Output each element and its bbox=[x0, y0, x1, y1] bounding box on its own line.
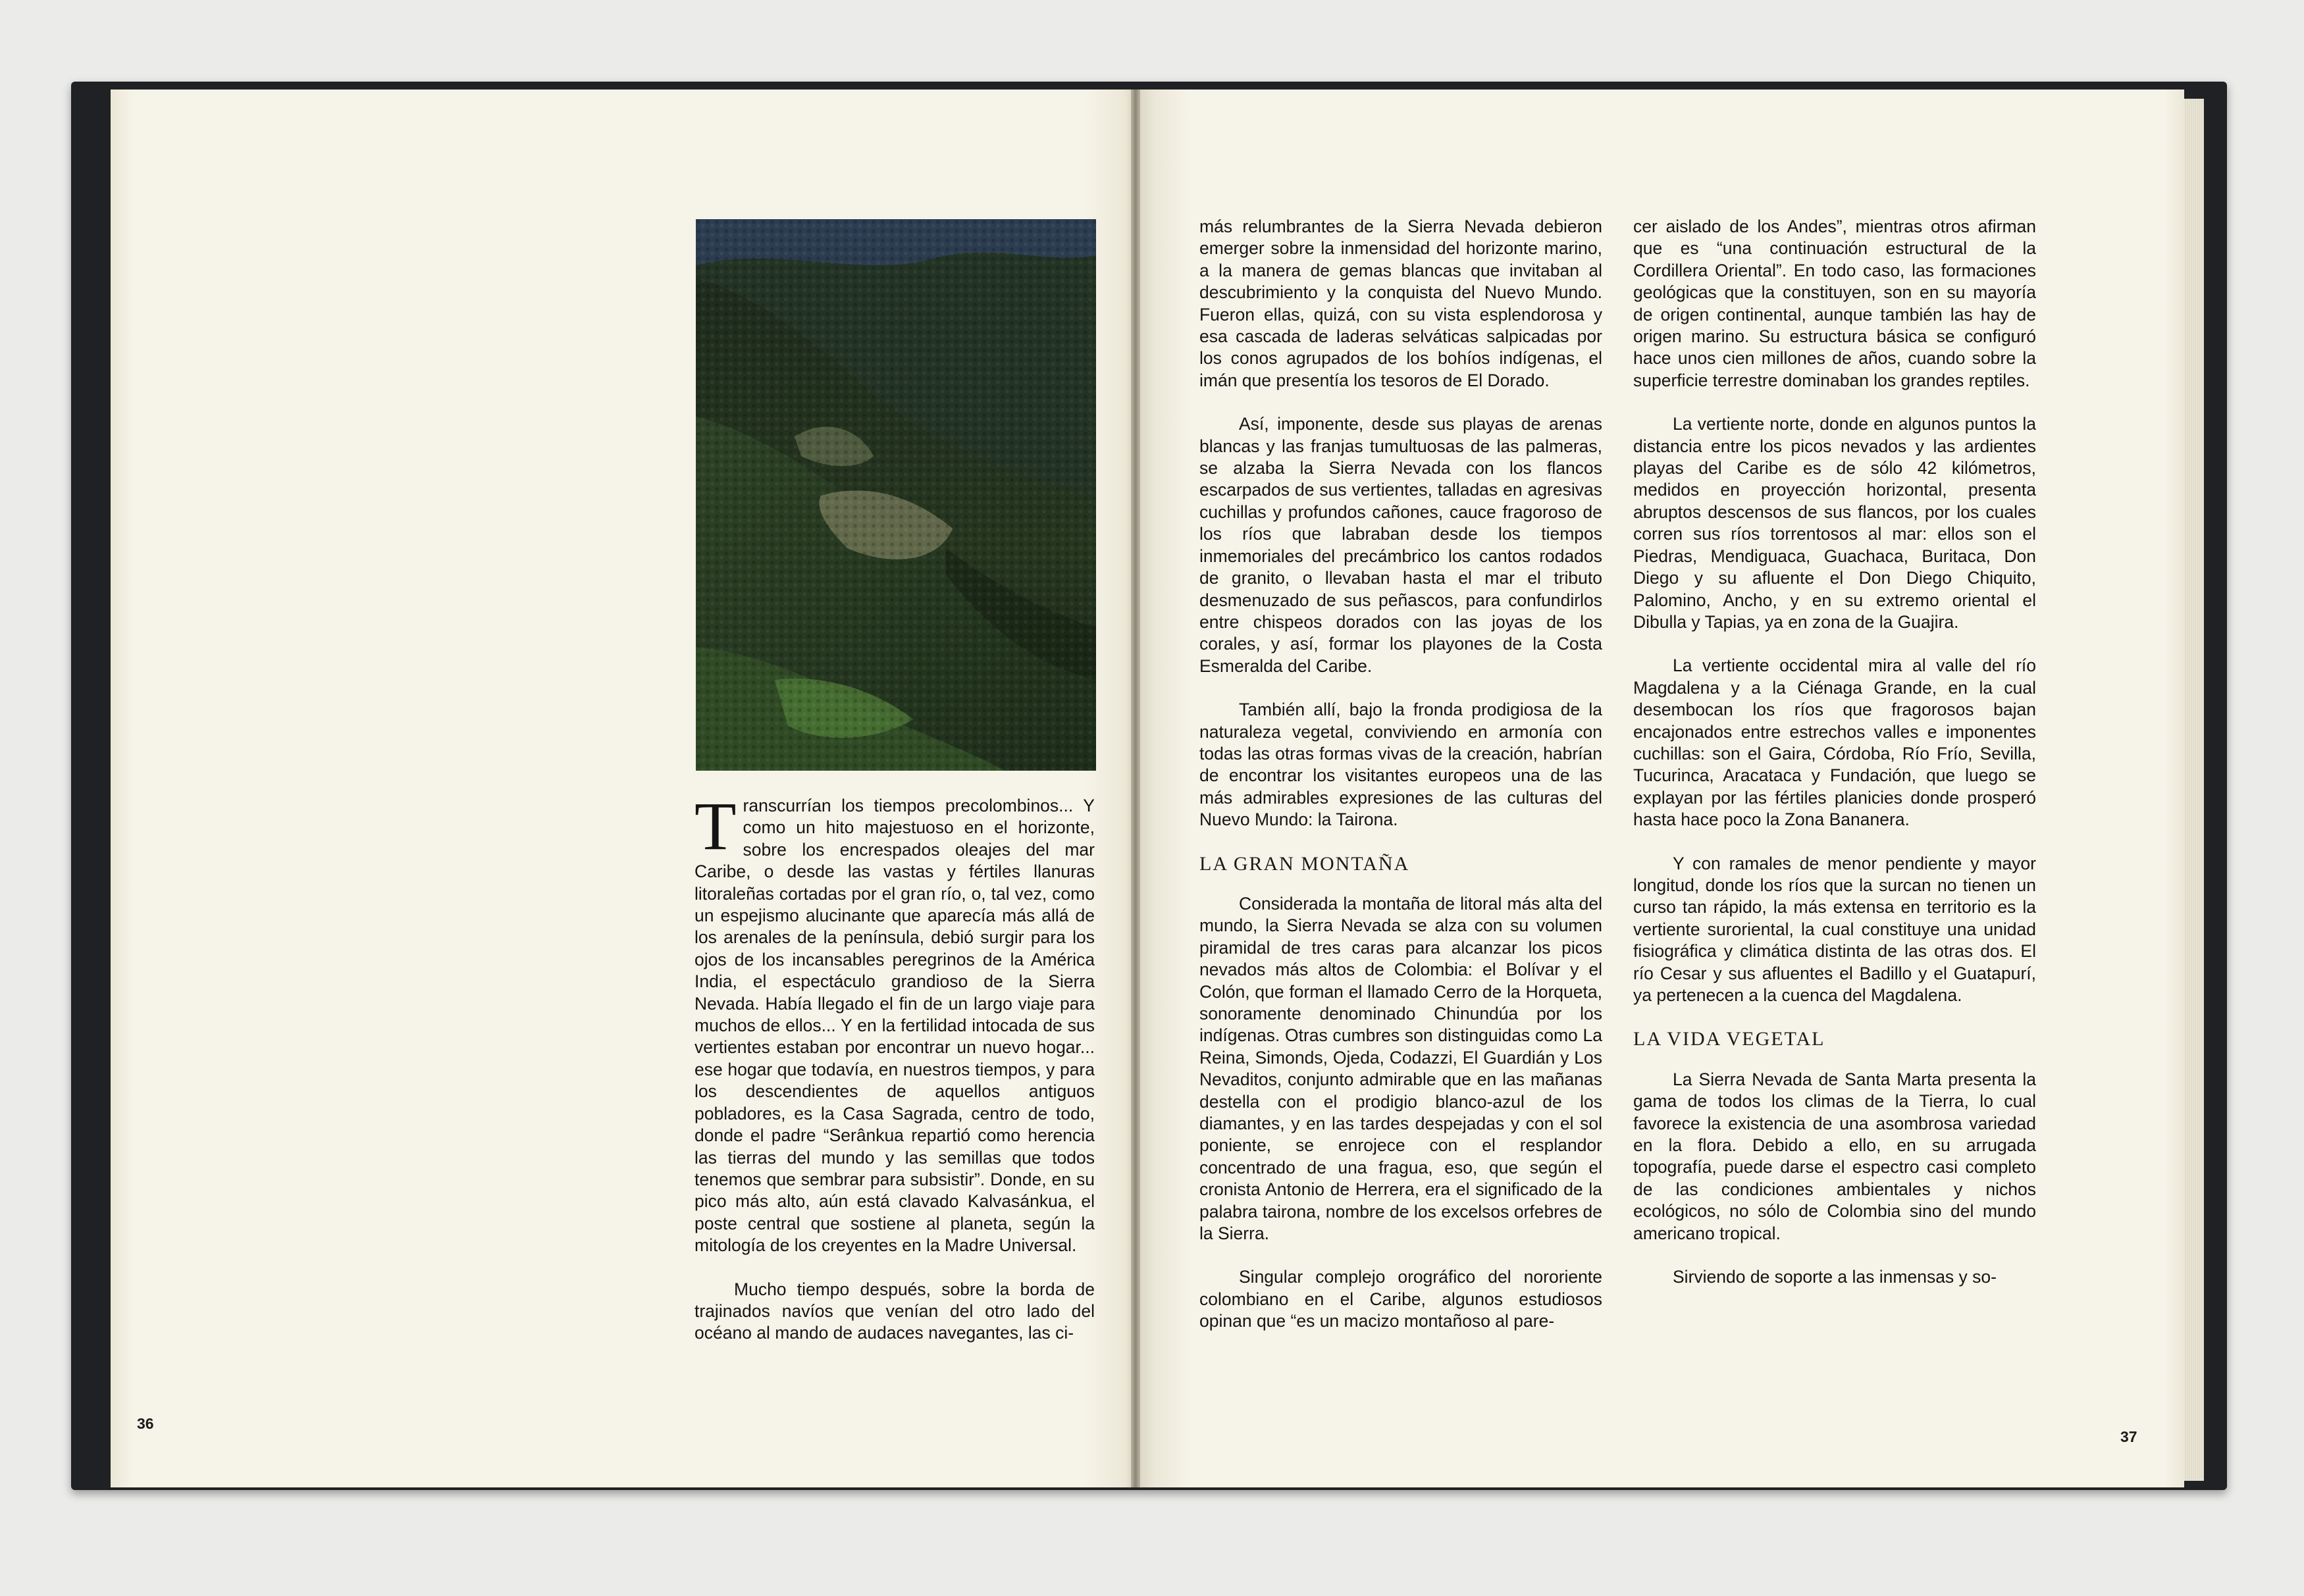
paragraph: Sirviendo de soporte a las inmensas y so- bbox=[1673, 1267, 1997, 1287]
page-number-right: 37 bbox=[2120, 1428, 2137, 1445]
paragraph: También allí, bajo la fronda prodigiosa de la naturaleza vegetal, conviviendo en armonía con todas las otras formas vivas de la creación, habrían de encontrar los visitantes europeos una de las más admirables expresiones de las culturas del Nuevo Mundo: la Tairona. bbox=[1199, 700, 1602, 830]
book-spine bbox=[1131, 90, 1140, 1487]
intro-paragraph: ranscurrían los tiempos precolombinos... Y como un hito majestuoso en el horizonte, sobre los encrespados oleajes del mar Caribe, o desde las vastas y fértiles llanuras litoraleñas cortadas por el gran río, o, tal vez, como un espejismo alucinante que aparecía más allá de los arenales de la península, debió surgir para los ojos de los incansables peregrinos de la América India, el espectáculo grandioso de la Sierra Nevada. Había llegado el fin de un largo viaje para muchos de ellos... Y en la fertilidad intocada de sus vertientes estaban por encontrar un nuevo hogar... ese hogar que todavía, en nuestros tiempos, y para los descendientes de aquellos antiguos pobladores, es la Casa Sagrada, centro de todo, donde el padre “Serânkua repartió como herencia las tierras del mundo y las semillas que todos tenemos que sembrar para subsistir”. Donde, en su pico más alto, aún está clavado Kalvasánkua, el poste central que sostiene al planeta, según la mitología de los creyentes en la Madre Universal. bbox=[694, 796, 1095, 1256]
section-heading: LA VIDA VEGETAL bbox=[1633, 1028, 1825, 1050]
paragraph: La vertiente occidental mira al valle del río Magdalena y a la Ciénaga Grande, en la cual desembocan los ríos que fragorosos bajan encajonados entre estrechos valles e imponentes cuchillas: son el Gaira, Córdoba, Río Frío, Sevilla, Tucurinca, Aracataca y Fundación, que luego se explayan por las fértiles planicies donde prosperó hasta hace poco la Zona Bananera. bbox=[1633, 656, 2036, 830]
paragraph: cer aislado de los Andes”, mientras otros afirman que es “una continuación estructural de la Cordillera Oriental”. En todo caso, las formaciones geológicas que la constituyen, son en su mayoría de origen continental, aunque también las hay de origen marino. Su estructura básica se configuró hace unos cien millones de años, cuando sobre la superficie terrestre dominaban los grandes reptiles. bbox=[1633, 217, 2036, 390]
paragraph: Así, imponente, desde sus playas de arenas blancas y las franjas tumultuosas de las palmeras, se alzaba la Sierra Nevada con los flancos escarpados de sus vertientes, talladas en agresivas cuchillas y profundos cañones, cauce fragoroso de los ríos que labraban desde los tiempos inmemoriales del precámbrico los cantos rodados de granito, o llevaban hasta el mar el tributo desmenuzado de sus peñascos, para confundirlos entre chispeos dorados con las joyas de los corales, y así, formar los playones de la Costa Esmeralda del Caribe. bbox=[1199, 414, 1602, 676]
paragraph: La vertiente norte, donde en algunos puntos la distancia entre los picos nevados y las ardientes playas del Caribe es de sólo 42 kilómetros, medidos en proyección horizontal, presenta abruptos descensos de sus flancos, por los cuales corren sus ríos torrentosos al mar: ellos son el Piedras, Mendiguaca, Guachaca, Buritaca, Don Diego y su afluente el Don Diego Chiquito, Palomino, Ancho, y en su extremo oriental el Dibulla y Tapias, ya en zona de la Guajira. bbox=[1633, 414, 2036, 632]
page-edges bbox=[2184, 99, 2204, 1481]
paragraph: Considerada la montaña de litoral más alta del mundo, la Sierra Nevada se alza con su volumen piramidal de tres caras para alcanzar los picos nevados más altos de Colombia: el Bolívar y el Colón, que forman el llamado Cerro de la Horqueta, sonoramente denominado Chinundúa por los indígenas. Otras cumbres son distinguidas como La Reina, Simonds, Ojeda, Codazzi, El Guardián y Los Nevaditos, conjunto admirable que en las mañanas destella con el prodigio blanco-azul de los diamantes, y en las tardes despejadas y con el sol poniente, se enrojece con el resplandor concentrado de una fragua, eso, que según el cronista Antonio de Herrera, era el significado de la palabra tairona, nombre de los excelsos orfebres de la Sierra. bbox=[1199, 893, 1602, 1244]
paragraph: Y con ramales de menor pendiente y mayor longitud, donde los ríos que la surcan no tienen un curso tan rápido, la más extensa en territorio es la vertiente suroriental, la cual constituye una unidad fisiográfica y climática distinta de las otras dos. El río Cesar y sus afluentes el Badillo y el Guatapurí, ya pertenecen a la cuenca del Magdalena. bbox=[1633, 853, 2036, 1005]
page-number-left: 36 bbox=[137, 1415, 154, 1432]
paragraph: La Sierra Nevada de Santa Marta presenta la gama de todos los climas de la Tierra, lo cual favorece la existencia de una asombrosa variedad en la flora. Debido a ello, en su arrugada topografía, puede darse el espectro casi completo de las condiciones ambientales y nichos ecológicos, no sólo de Colombia sino del mundo americano tropical. bbox=[1633, 1069, 2036, 1243]
paragraph: Singular complejo orográfico del nororiente colombiano en el Caribe, algunos estudiosos opinan que “es un macizo montañoso al pare- bbox=[1199, 1267, 1602, 1331]
section-heading: LA GRAN MONTAÑA bbox=[1199, 852, 1410, 875]
forest-photo bbox=[696, 219, 1096, 771]
paragraph: Mucho tiempo después, sobre la borda de trajinados navíos que venían del otro lado del océano al mando de audaces navegantes, las ci- bbox=[694, 1279, 1095, 1343]
drop-cap: T bbox=[694, 788, 737, 864]
right-text-column-2 bbox=[1633, 216, 2036, 1310]
paragraph: más relumbrantes de la Sierra Nevada debieron emerger sobre la inmensidad del horizonte marino, a la manera de gemas blancas que invitaban al descubrimiento y la conquista del Nuevo Mundo. Fueron ellas, quizá, con su vista esplendorosa y esa cascada de laderas selváticas salpicadas por los conos agrupados de los bohíos indígenas, el imán que presentía los tesoros de El Dorado. bbox=[1199, 217, 1602, 390]
left-text-column bbox=[694, 788, 1095, 1366]
right-text-column-1 bbox=[1199, 216, 1602, 1354]
